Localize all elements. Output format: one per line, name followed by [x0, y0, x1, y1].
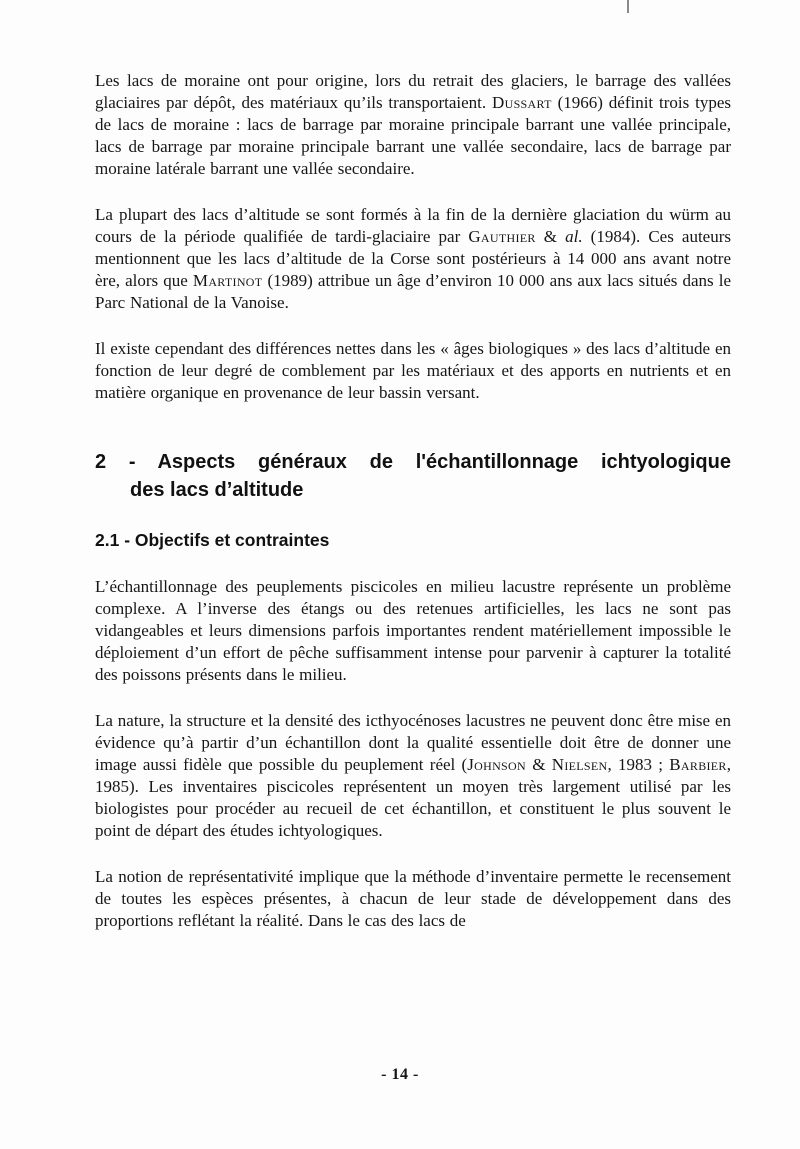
text-run: , 1983 ; — [607, 755, 670, 774]
author-name: Gauthier — [468, 227, 536, 246]
author-name: Johnson — [467, 755, 526, 774]
text-run: Les lacs de moraine ont pour origine, lors du retrait des glaciers, le barrage des vallées glaciaires par dépôt, des matériaux qu’ils transportaient. — [95, 71, 731, 112]
paragraph-glaciation-age — [95, 204, 731, 314]
text-run: Il existe cependant des différences nettes dans les « âges biologiques » des lacs d’altitude en fonction de leur degré de comblement par les matériaux et des apports en nutrients et en matière organique en provenance de leur bassin versant. — [95, 339, 731, 402]
page-content — [95, 70, 731, 956]
text-run: (1984). Ces auteurs mentionnent que les lacs d’altitude de la Corse sont postérieurs à 14 000 ans avant notre ère, alors que — [95, 227, 731, 290]
paragraph-sampling-problem — [95, 576, 731, 686]
text-run: L’échantillonnage des peuplements piscicoles en milieu lacustre représente un problème complexe. A l’inverse des étangs ou des retenues artificielles, les lacs ne sont pas vidangeables et leurs dimensions parfois importantes rendent matériellement impossible le déploiement d’un effort de pêche suffisamment intense pour parvenir à capturer la totalité des poissons présents dans le milieu. — [95, 577, 731, 684]
paragraph-moraine-lakes — [95, 70, 731, 180]
text-run: (1966) définit trois types de lacs de moraine : lacs de barrage par moraine principale barrant une vallée principale, lacs de barrage par moraine principale barrant une vallée secondaire, lacs de barrage par moraine latérale barrant une vallée secondaire. — [95, 93, 731, 178]
italic-text: al. — [565, 227, 583, 246]
page-number: - 14 - — [381, 1066, 419, 1083]
text-run: La notion de représentativité implique que la méthode d’inventaire permette le recensement de toutes les espèces présentes, à chacun de leur stade de développement dans des proportions reflétant la réalité. Dans le cas des lacs de — [95, 867, 731, 930]
section-heading-line1: 2 - Aspects généraux de l'échantillonnage ichtyologique — [95, 451, 731, 473]
text-run: , 1985). Les inventaires piscicoles représentent un moyen très largement utilisé par les biologistes pour procéder au recueil de cet échantillon, et constituent le plus souvent le point de départ des études ichtyologiques. — [95, 755, 731, 840]
text-run: La plupart des lacs d’altitude se sont formés à la fin de la dernière glaciation du würm au cours de la période qualifiée de tardi-glaciaire par — [95, 205, 731, 246]
text-run: (1989) attribue un âge d’environ 10 000 ans aux lacs situés dans le Parc National de la Vanoise. — [95, 271, 731, 312]
author-name: Dussart — [492, 93, 552, 112]
text-run: La nature, la structure et la densité des icthyocénoses lacustres ne peuvent donc être mise en évidence qu’à partir d’un échantillon dont la qualité essentielle doit être de donner une image aussi fidèle que possible du peuplement réel ( — [95, 711, 731, 774]
text-run: & — [535, 227, 566, 246]
paragraph-representativity — [95, 866, 731, 932]
author-name: Martinot — [192, 271, 263, 290]
scan-artifact — [627, 0, 629, 13]
paragraph-inventories — [95, 710, 731, 842]
text-run: & — [525, 755, 552, 774]
paragraph-biological-ages — [95, 338, 731, 404]
author-name: Barbier — [669, 755, 727, 774]
section-heading — [95, 448, 731, 504]
subsection-heading: 2.1 - Objectifs et contraintes — [95, 530, 330, 550]
section-heading-line2: des lacs d’altitude — [130, 479, 304, 501]
author-name: Nielsen — [551, 755, 608, 774]
